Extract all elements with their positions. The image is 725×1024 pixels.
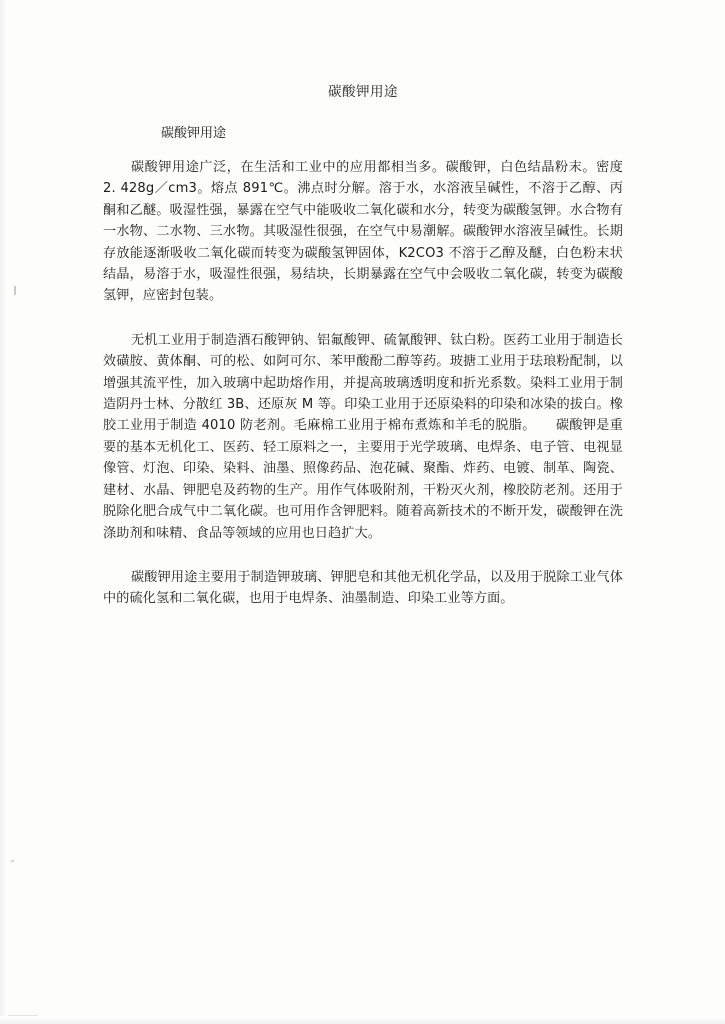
paragraph-3: 碳酸钾用途主要用于制造钾玻璃、钾肥皂和其他无机化学品，以及用于脱除工业气体中的硫化氢和二氧化碳，也用于电焊条、油墨制造、印染工业等方面。 (103, 569, 623, 607)
document-body (103, 80, 623, 624)
section-heading: 碳酸钾用途 (161, 126, 227, 141)
scan-fold-line (8, 1015, 38, 1016)
paragraph-2: 无机工业用于制造酒石酸钾钠、铝氟酸钾、硫氰酸钾、钛白粉。医药工业用于制造长效磺胺、黄体酮、可的松、如阿可尔、苯甲酸酚二醇等药。玻搪工业用于珐琅粉配制，以增强其流平性，加入玻璃中起助熔作用，并提高玻璃透明度和折光系数。染料工业用于制造阴丹士林、分散红 3B、还原灰 M 等。印染工业用于还原染料的印染和冰染的拔白。橡胶工业用于制造 4010 防老剂。毛麻棉工业用于棉布煮炼和羊毛的脱脂。 碳酸钾是重要的基本无机化工、医药、轻工原料之一，主要用于光学玻璃、电焊条、电子管、电视显像管、灯泡、印染、染料、油墨、照像药品、泡花碱、聚酯、炸药、电镀、制革、陶瓷、建材、水晶、钾肥皂及药物的生产。用作气体吸附剂，干粉灭火剂，橡胶防老剂。还用于脱除化肥合成气中二氧化碳。也可用作含钾肥料。随着高新技术的不断开发，碳酸钾在洗涤助剂和味精、食品等领域的应用也日趋扩大。 (103, 332, 623, 541)
scan-edge-artifact-left (0, 0, 9, 1024)
scan-edge-artifact-bottom (0, 1016, 725, 1024)
paragraph-spacer (103, 558, 623, 567)
document-title: 碳酸钾用途 (328, 84, 398, 100)
scan-speck-mark (14, 286, 16, 295)
scan-speck-mark (11, 860, 14, 862)
paragraph-1: 碳酸钾用途广泛，在生活和工业中的应用都相当多。碳酸钾，白色结晶粉末。密度 2. 428g／cm3。熔点 891℃。沸点时分解。溶于水，水溶液呈碱性，不溶于乙醇、丙酮和乙醚。吸湿性强，暴露在空气中能吸收二氧化碳和水分，转变为碳酸氢钾。水合物有一水物、二水物、三水物。其吸湿性很强，在空气中易潮解。碳酸钾水溶液呈碱性。长期存放能逐渐吸收二氧化碳而转变为碳酸氢钾固体，K2CO3 不溶于乙醇及醚，白色粉末状结晶，易溶于水，吸湿性很强，易结块，长期暴露在空气中会吸收二氧化碳，转变为碳酸氢钾，应密封包装。 (103, 160, 623, 304)
paragraph-spacer (103, 321, 623, 330)
